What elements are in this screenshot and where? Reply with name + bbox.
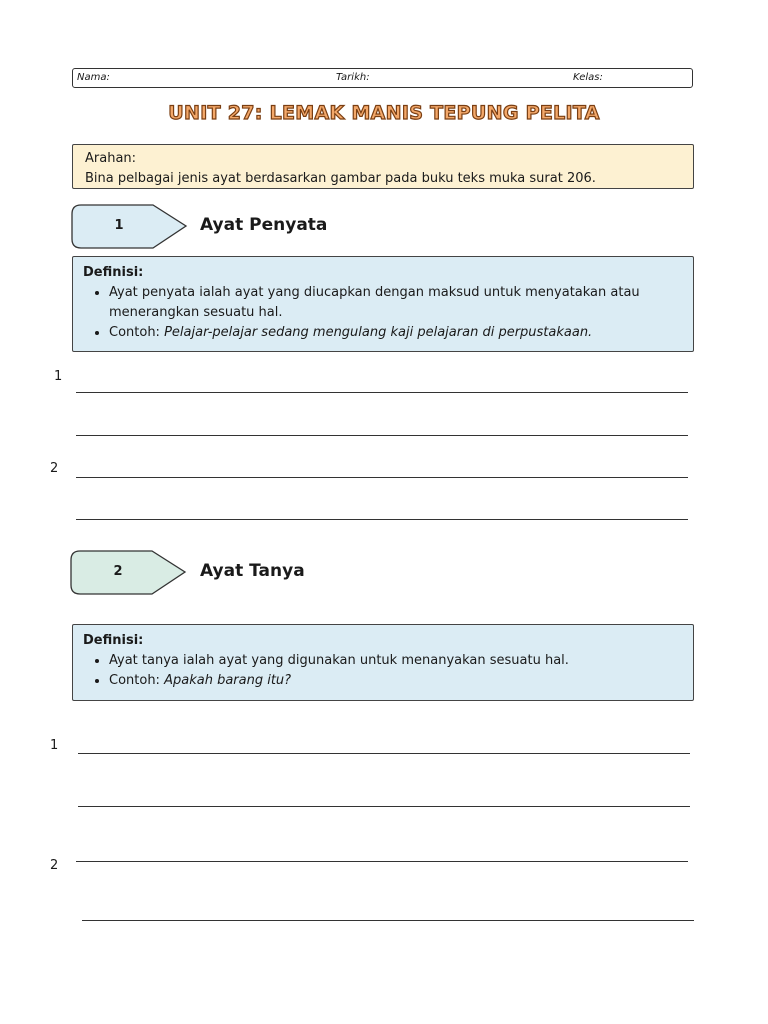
section-2-tag [70,550,188,594]
section-2-number: 2 [113,564,123,579]
tarikh-label: Tarikh: [336,72,370,83]
instruction-label: Arahan: [85,151,137,166]
section-2-definition-box [72,624,694,701]
instruction-text: Bina pelbagai jenis ayat berdasarkan gambar pada buku teks muka surat 206. [85,171,596,186]
example-label: Contoh: [109,673,160,688]
example-label: Contoh: [109,325,160,340]
answer-line[interactable] [76,519,688,520]
definition-bullet: • Ayat penyata ialah ayat yang diucapkan dengan maksud untuk menyatakan atau menerangkan sesuatu hal. [109,283,683,323]
definition-label: Definisi: [83,265,144,280]
kelas-label: Kelas: [573,72,603,83]
answer-line[interactable] [78,753,690,754]
answer-number-1: 1 [50,738,59,753]
example-text: Pelajar-pelajar sedang mengulang kaji pelajaran di perpustakaan. [164,325,593,340]
definition-label: Definisi: [83,633,144,648]
example-bullet [109,671,683,691]
section-1-tag [71,204,189,248]
answer-line[interactable] [76,861,688,862]
section-1-number: 1 [114,218,124,233]
answer-number-2: 2 [50,858,59,873]
answer-line[interactable] [76,435,688,436]
instruction-box [72,144,694,189]
definition-bullet: • Ayat tanya ialah ayat yang digunakan untuk menanyakan sesuatu hal. [109,651,683,671]
nama-label: Nama: [77,72,110,83]
section-2-heading: Ayat Tanya [200,561,305,581]
answer-line[interactable] [82,920,694,921]
answer-number-2: 2 [50,461,59,476]
section-1-definition-box [72,256,694,352]
example-bullet [109,323,683,343]
definition-list [83,651,683,691]
answer-line[interactable] [76,392,688,393]
answer-line[interactable] [78,806,690,807]
example-text: Apakah barang itu? [164,673,292,688]
answer-number-1: 1 [54,369,63,384]
page-title: UNIT 27: LEMAK MANIS TEPUNG PELITA [168,102,600,124]
section-1-heading: Ayat Penyata [200,215,328,235]
definition-list [83,283,683,343]
student-info-bar [72,68,693,88]
answer-line[interactable] [76,477,688,478]
